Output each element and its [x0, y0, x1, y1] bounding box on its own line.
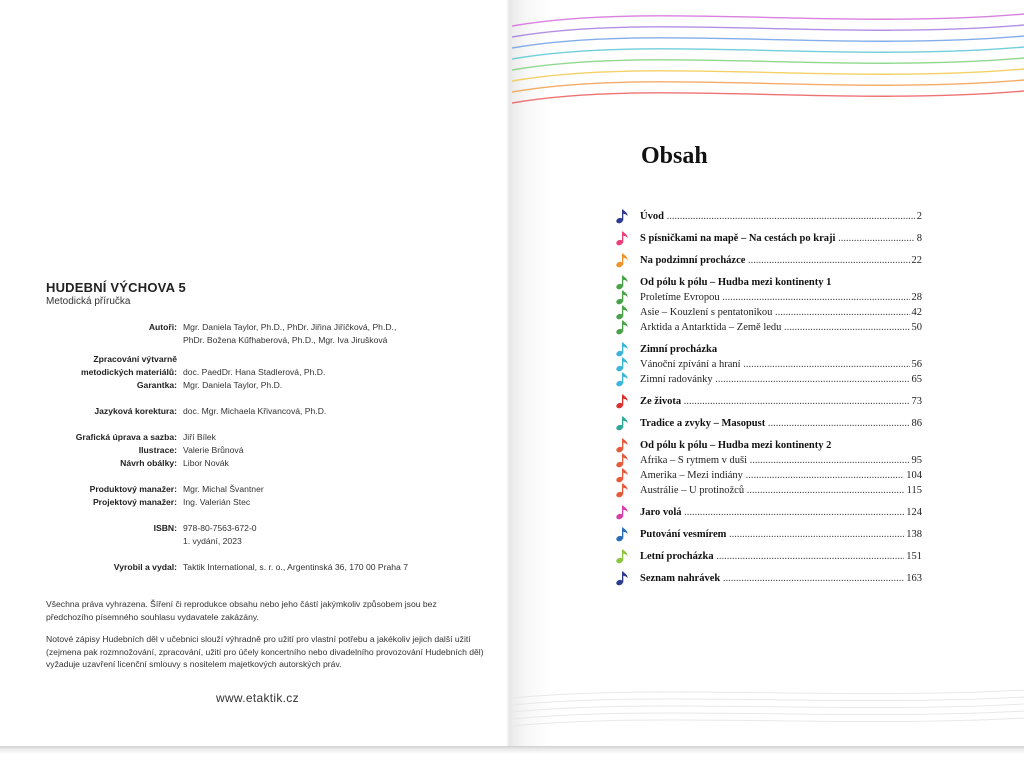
toc-page-number: 86 [911, 418, 922, 429]
credit-label: Grafická úprava a sazba: [75, 432, 177, 442]
credit-value: Mgr. Daniela Taylor, Ph.D., PhDr. Jiřina Jiříčková, Ph.D., [183, 322, 397, 332]
toc-entry[interactable] [616, 209, 922, 224]
music-note-icon [616, 319, 629, 335]
toc-page-number: 73 [911, 396, 922, 407]
toc-entry-title: Ze života ..... [640, 394, 922, 409]
toc-entry-title: Seznam nahrávek ..... [640, 571, 922, 586]
toc-section-heading[interactable] [616, 275, 922, 290]
toc-section-heading[interactable] [616, 342, 922, 357]
website-link[interactable]: www.etaktik.cz [216, 691, 299, 705]
music-note-icon [616, 252, 629, 268]
toc-page-number: 124 [906, 507, 922, 518]
credit-label: ISBN: [153, 523, 177, 533]
music-note-icon [616, 356, 629, 372]
credit-row [40, 561, 470, 574]
credit-value: doc. Mgr. Michaela Křivancová, Ph.D. [183, 406, 327, 416]
credit-value: PhDr. Božena Kűfhaberová, Ph.D., Mgr. Iva Jirušková [183, 335, 388, 345]
toc-page-number: 65 [911, 374, 922, 385]
toc-entry[interactable] [616, 527, 922, 542]
credit-row [40, 522, 470, 535]
credit-row [40, 431, 470, 444]
toc-page-number: 42 [911, 307, 922, 318]
toc-entry-title: Od pólu k pólu – Hudba mezi kontinenty 2 [640, 440, 832, 451]
credit-value: Jiří Bílek [183, 432, 216, 442]
toc-page-number: 163 [906, 573, 922, 584]
credit-row [40, 496, 470, 509]
decorative-wave-line [512, 704, 1024, 712]
toc-page-number: 28 [911, 292, 922, 303]
book-title: HUDEBNÍ VÝCHOVA 5 [46, 280, 186, 295]
book-bottom-edge [0, 746, 1024, 768]
music-license-notice: Notové zápisy Hudebních děl v učebnici slouží výhradně pro užití pro vlastní potřebu a jakékoliv jejich další užití (zejmena pak rozmnožování, zpracování, užití pro účely koncertního nebo divadelního provozování Hudebních děl) vyžaduje uzavření licenční smlouvy s nositelem majetkových autorských práv. [46, 634, 484, 669]
credit-value: Libor Novák [183, 458, 229, 468]
toc-page-number: 104 [906, 470, 922, 481]
toc-page-number: 50 [911, 322, 922, 333]
music-note-icon [616, 415, 629, 431]
credit-row [40, 535, 470, 548]
credit-label: metodických materiálů: [81, 367, 177, 377]
toc-entry[interactable] [616, 305, 922, 320]
music-note-icon [616, 437, 629, 453]
music-note-icon [616, 570, 629, 586]
toc-entry-title: Úvod ..... [640, 209, 922, 224]
toc-entry[interactable] [616, 290, 922, 305]
credit-label: Zpracování výtvarně [93, 354, 177, 364]
toc-entry-title: Tradice a zvyky – Masopust ..... [640, 416, 922, 431]
credit-row [40, 444, 470, 457]
toc-entry-title: Zimní radovánky ..... [640, 372, 922, 387]
credit-label [40, 334, 183, 347]
credit-label: Produktový manažer: [89, 484, 177, 494]
toc-entry-title: Od pólu k pólu – Hudba mezi kontinenty 1 [640, 277, 832, 288]
credit-value: Mgr. Michal Švantner [183, 484, 264, 494]
music-note-icon [616, 482, 629, 498]
credit-row [40, 379, 470, 392]
music-note-icon [616, 208, 629, 224]
credit-label [40, 535, 183, 548]
credit-label: Projektový manažer: [92, 497, 177, 507]
toc-entry-title: Letní procházka ..... [640, 549, 922, 564]
credit-label: Vyrobil a vydal: [113, 562, 177, 572]
toc-entry-title: Na podzimní procházce ..... [640, 253, 922, 268]
decorative-wave-line [512, 690, 1024, 698]
toc-page-number: 95 [911, 455, 922, 466]
music-note-icon [616, 274, 629, 290]
credit-row [40, 457, 470, 470]
toc-entry[interactable] [616, 253, 922, 268]
toc-entry[interactable] [616, 549, 922, 564]
credits-block [40, 321, 470, 574]
music-note-icon [616, 526, 629, 542]
toc-entry[interactable] [616, 468, 922, 483]
toc-page-number: 138 [906, 529, 922, 540]
book-subtitle: Metodická příručka [46, 296, 131, 307]
toc-entry-title: Proletíme Evropou ..... [640, 290, 922, 305]
toc-entry[interactable] [616, 505, 922, 520]
toc-entry-title: Amerika – Mezi indiány ..... [640, 468, 922, 483]
credit-label: Autoři: [148, 322, 177, 332]
toc-entry[interactable] [616, 231, 922, 246]
toc-entry-title: Afrika – S rytmem v duši ..... [640, 453, 922, 468]
credit-row [40, 321, 470, 334]
credit-value: Taktik International, s. r. o., Argentinská 36, 170 00 Praha 7 [183, 562, 409, 572]
music-note-icon [616, 341, 629, 357]
credit-value [183, 353, 470, 366]
toc-entry-title: Putování vesmírem ..... [640, 527, 922, 542]
music-note-icon [616, 304, 629, 320]
left-page [0, 0, 508, 748]
credit-value: doc. PaedDr. Hana Stadlerová, Ph.D. [183, 367, 326, 377]
toc-entry-title: Vánoční zpívání a hraní ..... [640, 357, 922, 372]
toc-entry[interactable] [616, 453, 922, 468]
toc-heading: Obsah [641, 143, 708, 169]
credit-value: Valerie Brůnová [183, 445, 244, 455]
decorative-wave-line [512, 711, 1024, 719]
decorative-wave-line [512, 718, 1024, 726]
toc-page-number: 2 [916, 211, 922, 222]
toc-page-number: 56 [911, 359, 922, 370]
music-note-icon [616, 289, 629, 305]
credit-label: Garantka: [136, 380, 177, 390]
music-note-icon [616, 230, 629, 246]
toc-entry[interactable] [616, 372, 922, 387]
toc-entry-title: Zimní procházka [640, 344, 718, 355]
credit-row [40, 353, 470, 366]
toc-entry-title: Asie – Kouzlení s pentatonikou ..... [640, 305, 922, 320]
credit-row [40, 366, 470, 379]
credit-row [40, 405, 470, 418]
music-note-icon [616, 452, 629, 468]
credit-label: Jazyková korektura: [94, 406, 177, 416]
toc-entry[interactable] [616, 320, 922, 335]
toc-entry-title: Arktida a Antarktida – Země ledu ..... [640, 320, 922, 335]
music-note-icon [616, 467, 629, 483]
music-note-icon [616, 371, 629, 387]
toc-page-number: 22 [911, 255, 922, 266]
music-note-icon [616, 504, 629, 520]
toc-entry-title: S písničkami na mapě – Na cestách po kraji ..... [640, 231, 922, 246]
toc-entry[interactable] [616, 571, 922, 586]
decorative-wave-line [512, 697, 1024, 705]
toc-page-number: 8 [916, 233, 922, 244]
toc-page-number: 115 [906, 485, 922, 496]
toc-entry[interactable] [616, 416, 922, 431]
credit-label: Ilustrace: [138, 445, 177, 455]
credit-value: 978-80-7563-672-0 [183, 523, 257, 533]
table-of-contents [616, 209, 922, 586]
credit-value: Mgr. Daniela Taylor, Ph.D. [183, 380, 283, 390]
music-note-icon [616, 393, 629, 409]
toc-entry[interactable] [616, 357, 922, 372]
copyright-notice: Všechna práva vyhrazena. Šíření či reprodukce obsahu nebo jeho částí jakýmkoliv způsobem jsou bez předchozího písemného souhlasu vydavatele zakázány. [46, 599, 437, 622]
toc-entry[interactable] [616, 483, 922, 498]
toc-entry-title: Austrálie – U protinožců ..... [640, 483, 922, 498]
credit-row [40, 483, 470, 496]
credit-label: Návrh obálky: [120, 458, 177, 468]
toc-entry-title: Jaro volá ..... [640, 505, 922, 520]
music-note-icon [616, 548, 629, 564]
toc-section-heading[interactable] [616, 438, 922, 453]
toc-page-number: 151 [906, 551, 922, 562]
credit-value: Ing. Valerián Stec [183, 497, 251, 507]
toc-entry[interactable] [616, 394, 922, 409]
credit-row [40, 334, 470, 347]
credit-value: 1. vydání, 2023 [183, 536, 242, 546]
